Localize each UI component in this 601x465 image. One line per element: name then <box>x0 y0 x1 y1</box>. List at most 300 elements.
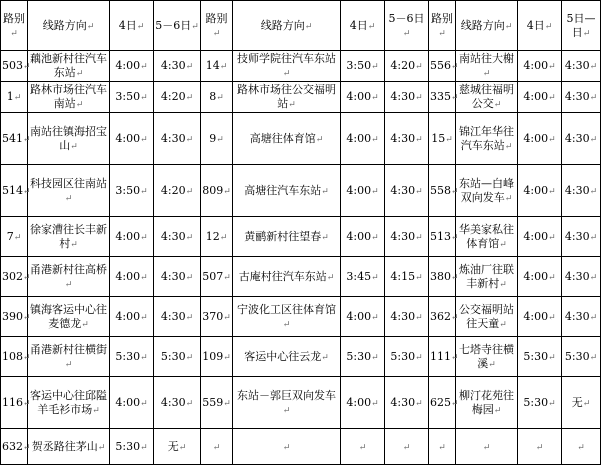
header-cell <box>1 1 28 51</box>
return-mark: ↵ <box>282 319 291 330</box>
table-cell-text: 4:15 <box>390 269 416 283</box>
return-mark: ↵ <box>140 186 148 197</box>
table-cell <box>456 377 518 429</box>
return-mark: ↵ <box>451 62 459 72</box>
table-cell <box>341 82 385 113</box>
return-mark: ↵ <box>548 312 556 323</box>
table-cell <box>385 257 429 297</box>
return-mark: ↵ <box>216 93 224 103</box>
table-cell <box>201 337 233 377</box>
return-mark: ↵ <box>282 405 291 416</box>
table-cell-text: 4:00 <box>523 183 549 197</box>
table-cell-text: 4:30 <box>160 59 186 72</box>
return-mark: ↵ <box>140 62 148 72</box>
table-cell-text: 111 <box>430 349 451 363</box>
table-cell-text: 7 <box>6 229 14 243</box>
table-cell-text: 4:00 <box>346 395 372 409</box>
table-cell <box>154 377 201 429</box>
return-mark: ↵ <box>70 239 78 250</box>
table-row <box>1 51 601 82</box>
return-mark: ↵ <box>582 28 591 39</box>
table-cell <box>456 113 518 165</box>
table-cell-text: 4:30 <box>564 183 590 197</box>
table-cell-text: 4:30 <box>564 59 590 72</box>
table-cell-text: 客运中心往云龙 <box>244 349 322 363</box>
header-cell <box>233 1 341 51</box>
return-mark: ↵ <box>371 312 379 323</box>
table-cell <box>429 257 459 297</box>
table-cell <box>154 113 201 165</box>
header-cell-text: 路别 <box>205 11 228 25</box>
table-cell <box>385 337 429 377</box>
return-mark: ↵ <box>64 193 73 204</box>
header-cell <box>28 1 110 51</box>
table-cell-text: 4:00 <box>523 131 549 145</box>
header-cell <box>154 1 201 51</box>
return-mark: ↵ <box>75 69 84 79</box>
return-mark: ↵ <box>371 93 379 103</box>
table-cell <box>1 82 28 113</box>
return-mark: ↵ <box>70 141 78 152</box>
return-mark: ↵ <box>140 134 148 145</box>
return-mark: ↵ <box>548 272 556 283</box>
table-cell-text: 4:00 <box>115 59 141 72</box>
header-cell <box>456 1 518 51</box>
return-mark: ↵ <box>185 398 194 409</box>
table-cell <box>562 82 601 113</box>
table-cell-text: 507 <box>202 269 224 283</box>
return-mark: ↵ <box>548 398 556 409</box>
return-mark: ↵ <box>140 272 148 283</box>
return-mark: ↵ <box>548 62 556 72</box>
table-cell <box>110 337 154 377</box>
return-mark: ↵ <box>185 312 194 323</box>
return-mark: ↵ <box>402 442 411 453</box>
return-mark: ↵ <box>23 186 31 197</box>
header-cell-text: 4日 <box>526 18 545 32</box>
table-cell <box>110 217 154 257</box>
table-cell <box>385 165 429 217</box>
table-cell-text: 335 <box>430 90 451 103</box>
table-cell <box>429 113 456 165</box>
return-mark: ↵ <box>438 28 446 39</box>
return-mark: ↵ <box>23 312 31 323</box>
table-cell <box>341 377 385 429</box>
return-mark: ↵ <box>140 442 148 453</box>
return-mark: ↵ <box>191 21 199 32</box>
return-mark: ↵ <box>23 398 31 409</box>
table-cell-text: 4:00 <box>346 183 372 197</box>
table-cell-text: 炼油厂往联丰新村 <box>459 262 514 290</box>
return-mark: ↵ <box>358 442 367 453</box>
table-cell-text: 高塘往体育馆 <box>249 131 316 145</box>
return-mark: ↵ <box>321 186 329 197</box>
table-cell-text: 4:30 <box>564 269 590 283</box>
table-row <box>1 165 601 217</box>
return-mark: ↵ <box>185 186 194 197</box>
table-cell <box>110 257 154 297</box>
header-cell-text: 线路方向 <box>460 18 505 32</box>
return-mark: ↵ <box>482 69 491 79</box>
return-mark: ↵ <box>415 134 423 145</box>
return-mark: ↵ <box>451 352 459 363</box>
return-mark: ↵ <box>499 279 507 290</box>
return-mark: ↵ <box>92 405 100 416</box>
table-row <box>1 217 601 257</box>
table-cell-text: 4:30 <box>390 131 416 145</box>
return-mark: ↵ <box>371 398 379 409</box>
table-cell <box>154 51 201 82</box>
return-mark: ↵ <box>371 352 379 363</box>
table-cell <box>1 113 31 165</box>
return-mark: ↵ <box>219 62 228 72</box>
return-mark: ↵ <box>367 21 376 32</box>
table-cell-text: 559 <box>202 395 224 409</box>
table-cell-text: 东站—白峰双向发车 <box>459 176 514 204</box>
table-cell <box>201 82 233 113</box>
return-mark: ↵ <box>589 272 598 283</box>
return-mark: ↵ <box>415 352 423 363</box>
table-cell <box>1 165 31 217</box>
return-mark: ↵ <box>499 239 507 250</box>
table-cell-text: 慈城往福明公交 <box>459 83 514 110</box>
return-mark: ↵ <box>415 93 423 103</box>
return-mark: ↵ <box>282 69 291 79</box>
table-cell <box>201 429 233 465</box>
table-cell-text: 4:00 <box>523 269 549 283</box>
return-mark: ↵ <box>445 134 453 145</box>
table-cell-text: 5:30 <box>523 395 549 409</box>
table-row <box>1 82 601 113</box>
return-mark: ↵ <box>415 272 423 283</box>
table-cell-text: 809 <box>202 183 224 197</box>
table-cell <box>456 429 518 465</box>
return-mark: ↵ <box>544 21 553 32</box>
return-mark: ↵ <box>140 232 148 243</box>
return-mark: ↵ <box>577 442 585 453</box>
table-cell <box>385 377 429 429</box>
table-cell-text: 4:00 <box>346 309 372 323</box>
table-cell-text: 4:30 <box>160 309 186 323</box>
table-cell <box>518 217 562 257</box>
table-cell <box>233 51 341 82</box>
table-cell-text: 徐家漕往长丰新村 <box>30 222 107 250</box>
table-cell <box>110 297 154 337</box>
table-cell-text: 4:30 <box>160 269 186 283</box>
table-cell <box>456 217 518 257</box>
table-cell-text: 宁波化工区往体育馆 <box>237 302 336 316</box>
header-cell-text: 4日 <box>118 18 137 32</box>
return-mark: ↵ <box>64 279 73 290</box>
return-mark: ↵ <box>223 352 231 363</box>
table-cell <box>28 165 110 217</box>
header-cell <box>110 1 154 51</box>
return-mark: ↵ <box>371 134 379 145</box>
return-mark: ↵ <box>216 134 224 145</box>
return-mark: ↵ <box>488 359 496 370</box>
table-cell-text: 路林市场往公交福明站 <box>237 83 336 110</box>
return-mark: ↵ <box>223 312 231 323</box>
table-cell <box>154 165 201 217</box>
table-cell <box>518 165 562 217</box>
table-row <box>1 257 601 297</box>
header-cell <box>562 1 601 51</box>
table-cell <box>28 82 110 113</box>
table-cell-text: 4:30 <box>564 229 590 243</box>
table-cell-text: 3:50 <box>115 183 141 197</box>
table-cell-text: 贺丞路往茅山 <box>31 439 98 453</box>
table-cell-text: 藕池新村往汽车东站 <box>30 52 107 79</box>
table-cell-text: 9 <box>209 131 217 145</box>
return-mark: ↵ <box>371 186 379 197</box>
table-cell-text: 甬港新村往高桥 <box>30 262 107 276</box>
table-cell-text: 4:30 <box>564 131 590 145</box>
return-mark: ↵ <box>212 442 221 453</box>
table-cell-text: 4:30 <box>390 229 416 243</box>
table-cell <box>233 113 341 165</box>
table-cell-text: 4:00 <box>523 229 549 243</box>
table-cell-text: 4:20 <box>160 90 186 103</box>
table-cell <box>562 113 601 165</box>
table-cell <box>456 337 518 377</box>
return-mark: ↵ <box>504 141 513 152</box>
table-cell-text: 514 <box>2 183 23 197</box>
table-cell <box>385 217 429 257</box>
table-cell <box>154 82 201 113</box>
table-cell-text: 541 <box>2 131 23 145</box>
table-cell <box>201 297 233 337</box>
return-mark: ↵ <box>178 442 187 453</box>
table-cell-text: 5:30 <box>115 439 141 453</box>
return-mark: ↵ <box>371 62 379 72</box>
return-mark: ↵ <box>589 186 598 197</box>
return-mark: ↵ <box>451 312 459 323</box>
return-mark: ↵ <box>589 312 598 323</box>
table-cell <box>154 217 201 257</box>
table-cell-text: 362 <box>430 309 451 323</box>
table-cell-text: 4:30 <box>390 90 416 103</box>
header-cell-text: 5日—日 <box>566 11 596 39</box>
table-cell <box>429 377 459 429</box>
table-cell <box>518 82 562 113</box>
header-cell <box>518 1 562 51</box>
table-cell <box>233 377 341 429</box>
table-cell <box>28 51 110 82</box>
table-cell <box>341 165 385 217</box>
table-cell-text: 4:00 <box>346 229 372 243</box>
return-mark: ↵ <box>589 134 598 145</box>
return-mark: ↵ <box>13 232 22 243</box>
return-mark: ↵ <box>185 232 194 243</box>
table-cell <box>385 297 429 337</box>
table-cell <box>385 51 429 82</box>
table-cell-text: 302 <box>2 269 23 283</box>
table-cell <box>429 217 459 257</box>
return-mark: ↵ <box>282 442 291 453</box>
return-mark: ↵ <box>415 312 423 323</box>
table-cell <box>28 257 110 297</box>
table-cell-text: 4:30 <box>390 395 416 409</box>
return-mark: ↵ <box>23 62 31 72</box>
return-mark: ↵ <box>493 100 502 110</box>
table-cell-text: 高塘往汽车东站 <box>244 183 322 197</box>
return-mark: ↵ <box>548 232 556 243</box>
table-cell-text: 无 <box>571 395 583 409</box>
return-mark: ↵ <box>321 232 329 243</box>
table-cell-text: 4:00 <box>523 309 549 323</box>
return-mark: ↵ <box>451 93 459 103</box>
table-cell <box>429 337 459 377</box>
table-cell <box>201 377 233 429</box>
return-mark: ↵ <box>451 272 459 283</box>
table-cell-text: 4:00 <box>523 90 549 103</box>
return-mark: ↵ <box>185 352 194 363</box>
table-cell <box>456 257 518 297</box>
return-mark: ↵ <box>548 352 556 363</box>
return-mark: ↵ <box>548 134 556 145</box>
table-cell <box>385 82 429 113</box>
return-mark: ↵ <box>415 398 423 409</box>
table-cell-text: 4:00 <box>115 229 141 243</box>
return-mark: ↵ <box>482 442 491 453</box>
table-cell <box>562 257 601 297</box>
return-mark: ↵ <box>493 405 502 416</box>
return-mark: ↵ <box>81 319 89 330</box>
return-mark: ↵ <box>589 93 598 103</box>
table-row <box>1 297 601 337</box>
table-cell-text: 无 <box>167 439 179 453</box>
table-cell <box>28 297 110 337</box>
table-cell-text: 公交福明站往天童 <box>459 302 514 330</box>
table-cell <box>562 217 601 257</box>
return-mark: ↵ <box>23 352 31 363</box>
table-cell <box>429 82 459 113</box>
header-row <box>1 1 601 51</box>
table-cell <box>456 82 518 113</box>
return-mark: ↵ <box>64 359 73 370</box>
table-cell <box>341 429 385 465</box>
return-mark: ↵ <box>582 398 591 409</box>
table-cell-text: 古庵村往汽车东站 <box>238 269 327 283</box>
table-cell <box>562 337 601 377</box>
table-cell <box>1 297 31 337</box>
header-cell <box>429 1 456 51</box>
return-mark: ↵ <box>140 352 148 363</box>
table-cell <box>28 113 110 165</box>
table-row <box>1 113 601 165</box>
table-cell-text: 5:30 <box>346 349 372 363</box>
table-row <box>1 377 601 429</box>
table-cell-text: 632 <box>2 439 23 453</box>
table-cell <box>28 377 110 429</box>
table-cell-text: 南站往镇海招宝山 <box>30 124 107 152</box>
return-mark: ↵ <box>140 312 148 323</box>
table-cell <box>1 337 31 377</box>
table-cell <box>518 377 562 429</box>
header-cell <box>341 1 385 51</box>
table-cell <box>233 337 341 377</box>
return-mark: ↵ <box>185 272 194 283</box>
table-cell-text: 4:00 <box>346 90 372 103</box>
table-cell <box>201 51 233 82</box>
table-cell-text: 380 <box>430 269 451 283</box>
table-cell-text: 5:30 <box>115 349 141 363</box>
table-cell-text: 甬港新村往横街 <box>30 342 107 356</box>
table-cell-text: 503 <box>2 59 23 72</box>
return-mark: ↵ <box>23 442 31 453</box>
table-cell-text: 3:50 <box>346 59 372 72</box>
table-cell <box>233 429 341 465</box>
return-mark: ↵ <box>504 21 513 32</box>
table-cell <box>341 337 385 377</box>
table-cell <box>154 297 201 337</box>
table-cell <box>233 217 341 257</box>
return-mark: ↵ <box>371 272 379 283</box>
table-cell <box>385 429 429 465</box>
table-cell-text: 558 <box>430 183 451 197</box>
table-cell <box>341 297 385 337</box>
table-cell <box>341 51 385 82</box>
return-mark: ↵ <box>438 442 446 453</box>
header-cell-text: 路别 <box>431 11 453 25</box>
return-mark: ↵ <box>321 352 329 363</box>
table-cell-text: 东站－郭巨双向发车 <box>237 388 336 402</box>
table-body <box>1 1 601 465</box>
table-cell-text: 3:50 <box>115 90 141 103</box>
header-cell <box>385 1 429 51</box>
return-mark: ↵ <box>589 232 598 243</box>
table-cell <box>1 257 31 297</box>
table-cell-text: 108 <box>2 349 23 363</box>
return-mark: ↵ <box>371 232 379 243</box>
return-mark: ↵ <box>548 93 556 103</box>
return-mark: ↵ <box>223 186 231 197</box>
table-cell <box>110 429 154 465</box>
table-cell-text: 390 <box>2 309 23 323</box>
return-mark: ↵ <box>535 442 544 453</box>
table-cell <box>385 113 429 165</box>
table-row <box>1 337 601 377</box>
table-cell <box>429 297 459 337</box>
return-mark: ↵ <box>212 28 221 39</box>
return-mark: ↵ <box>589 352 598 363</box>
table-cell <box>429 51 459 82</box>
table-cell <box>518 257 562 297</box>
table-cell <box>562 297 601 337</box>
table-cell-text: 4:20 <box>390 59 416 72</box>
header-cell-text: 线路方向 <box>42 18 87 32</box>
table-cell-text: 4:30 <box>390 183 416 197</box>
table-cell-text: 5:30 <box>564 349 590 363</box>
table-cell-text: 4:00 <box>523 59 549 72</box>
return-mark: ↵ <box>10 28 18 39</box>
table-cell <box>1 217 28 257</box>
return-mark: ↵ <box>23 134 31 145</box>
table-cell-text: 技师学院往汽车东站 <box>237 52 336 65</box>
return-mark: ↵ <box>223 272 231 283</box>
table-cell <box>562 377 601 429</box>
table-cell <box>28 217 110 257</box>
table-cell-text: 5:30 <box>390 349 416 363</box>
table-cell <box>28 337 110 377</box>
return-mark: ↵ <box>402 28 411 39</box>
table-row <box>1 429 601 465</box>
table-cell <box>110 377 154 429</box>
table-cell <box>110 165 154 217</box>
return-mark: ↵ <box>185 93 194 103</box>
table-cell <box>456 297 518 337</box>
table-cell-text: 14 <box>205 59 220 72</box>
